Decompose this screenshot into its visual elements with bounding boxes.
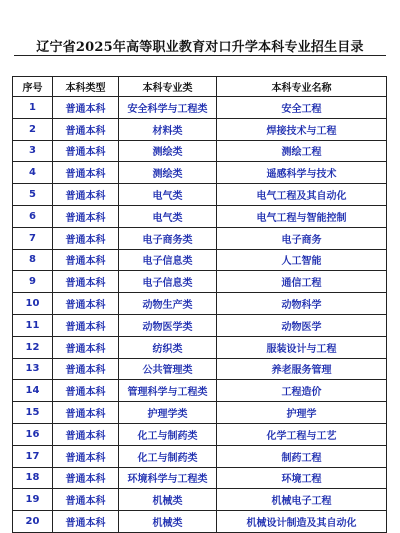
major-name-cell: 化学工程与工艺 [217,423,387,445]
table-row [13,140,387,162]
row-index-cell: 10 [13,293,53,315]
degree-type-cell: 普通本科 [53,293,119,315]
row-index-cell: 11 [13,314,53,336]
table-row [13,97,387,119]
row-index-cell: 4 [13,162,53,184]
major-category-cell: 电子信息类 [119,271,217,293]
table-row [13,227,387,249]
major-name-cell: 制药工程 [217,445,387,467]
row-index-cell: 13 [13,358,53,380]
row-index-cell: 8 [13,249,53,271]
major-category-cell: 管理科学与工程类 [119,380,217,402]
table-row [13,162,387,184]
major-category-cell: 动物生产类 [119,293,217,315]
major-name-cell: 电子商务 [217,227,387,249]
row-index-cell: 7 [13,227,53,249]
major-name-cell: 养老服务管理 [217,358,387,380]
major-name-cell: 动物科学 [217,293,387,315]
major-name-cell: 测绘工程 [217,140,387,162]
degree-type-cell: 普通本科 [53,380,119,402]
row-index-cell: 20 [13,511,53,533]
row-index-cell: 14 [13,380,53,402]
major-category-cell: 动物医学类 [119,314,217,336]
major-name-cell: 工程造价 [217,380,387,402]
major-name-cell: 电气工程与智能控制 [217,205,387,227]
table-row [13,336,387,358]
row-index-cell: 6 [13,205,53,227]
catalog-table-container [12,76,386,533]
header-index: 序号 [13,77,53,97]
major-category-cell: 化工与制药类 [119,445,217,467]
major-category-cell: 材料类 [119,118,217,140]
row-index-cell: 3 [13,140,53,162]
major-name-cell: 机械电子工程 [217,489,387,511]
degree-type-cell: 普通本科 [53,97,119,119]
degree-type-cell: 普通本科 [53,118,119,140]
table-row [13,314,387,336]
degree-type-cell: 普通本科 [53,140,119,162]
major-name-cell: 电气工程及其自动化 [217,184,387,206]
row-index-cell: 5 [13,184,53,206]
major-name-cell: 人工智能 [217,249,387,271]
degree-type-cell: 普通本科 [53,249,119,271]
major-name-cell: 安全工程 [217,97,387,119]
degree-type-cell: 普通本科 [53,336,119,358]
degree-type-cell: 普通本科 [53,402,119,424]
table-row [13,380,387,402]
header-major-name: 本科专业名称 [217,77,387,97]
row-index-cell: 15 [13,402,53,424]
row-index-cell: 9 [13,271,53,293]
table-row [13,293,387,315]
major-name-cell: 通信工程 [217,271,387,293]
major-category-cell: 安全科学与工程类 [119,97,217,119]
degree-type-cell: 普通本科 [53,358,119,380]
header-major-category: 本科专业类 [119,77,217,97]
major-category-cell: 电子商务类 [119,227,217,249]
degree-type-cell: 普通本科 [53,162,119,184]
table-row [13,489,387,511]
degree-type-cell: 普通本科 [53,314,119,336]
row-index-cell: 16 [13,423,53,445]
row-index-cell: 1 [13,97,53,119]
major-name-cell: 遥感科学与技术 [217,162,387,184]
major-name-cell: 服装设计与工程 [217,336,387,358]
major-name-cell: 机械设计制造及其自动化 [217,511,387,533]
major-name-cell: 动物医学 [217,314,387,336]
catalog-table [12,76,387,533]
document-title: 辽宁省2025年高等职业教育对口升学本科专业招生目录 [36,40,364,55]
major-name-cell: 护理学 [217,402,387,424]
major-category-cell: 护理学类 [119,402,217,424]
major-category-cell: 机械类 [119,489,217,511]
major-category-cell: 公共管理类 [119,358,217,380]
major-category-cell: 环境科学与工程类 [119,467,217,489]
degree-type-cell: 普通本科 [53,511,119,533]
table-row [13,271,387,293]
major-category-cell: 纺织类 [119,336,217,358]
degree-type-cell: 普通本科 [53,489,119,511]
row-index-cell: 2 [13,118,53,140]
table-row [13,184,387,206]
row-index-cell: 19 [13,489,53,511]
table-row [13,205,387,227]
table-row [13,445,387,467]
table-body [13,97,387,533]
major-category-cell: 电气类 [119,184,217,206]
table-row [13,358,387,380]
table-row [13,423,387,445]
major-category-cell: 测绘类 [119,140,217,162]
table-row [13,402,387,424]
degree-type-cell: 普通本科 [53,271,119,293]
degree-type-cell: 普通本科 [53,467,119,489]
degree-type-cell: 普通本科 [53,445,119,467]
header-degree-type: 本科类型 [53,77,119,97]
row-index-cell: 17 [13,445,53,467]
major-category-cell: 测绘类 [119,162,217,184]
major-name-cell: 焊接技术与工程 [217,118,387,140]
title-underline [14,55,386,56]
table-row [13,467,387,489]
major-category-cell: 电气类 [119,205,217,227]
row-index-cell: 18 [13,467,53,489]
major-category-cell: 电子信息类 [119,249,217,271]
table-row [13,249,387,271]
major-category-cell: 化工与制药类 [119,423,217,445]
degree-type-cell: 普通本科 [53,227,119,249]
major-category-cell: 机械类 [119,511,217,533]
table-row [13,118,387,140]
table-header-row [13,77,387,97]
degree-type-cell: 普通本科 [53,205,119,227]
degree-type-cell: 普通本科 [53,423,119,445]
degree-type-cell: 普通本科 [53,184,119,206]
row-index-cell: 12 [13,336,53,358]
major-name-cell: 环境工程 [217,467,387,489]
table-row [13,511,387,533]
